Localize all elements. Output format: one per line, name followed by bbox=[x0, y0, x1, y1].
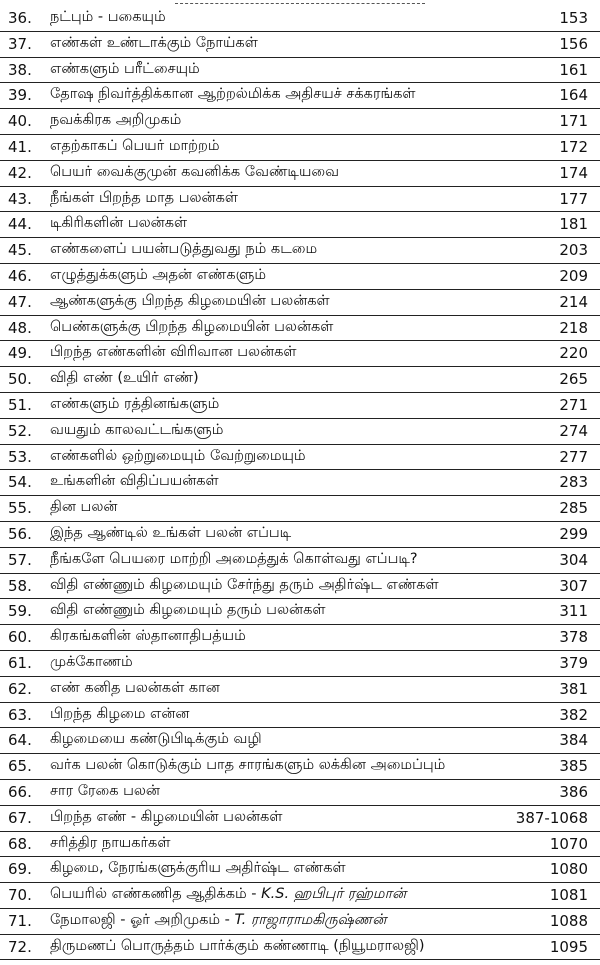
toc-title-text: எண்களும் ரத்தினங்களும் bbox=[50, 395, 220, 412]
toc-number: 45. bbox=[8, 241, 32, 260]
toc-page-number: 161 bbox=[559, 60, 588, 79]
toc-number: 62. bbox=[8, 679, 32, 698]
toc-row bbox=[0, 341, 600, 367]
toc-number: 63. bbox=[8, 705, 32, 724]
toc-number: 71. bbox=[8, 911, 32, 930]
toc-page-number: 177 bbox=[559, 189, 588, 208]
toc-title bbox=[50, 86, 490, 104]
toc-number: 37. bbox=[8, 34, 32, 53]
toc-page-number: 285 bbox=[559, 499, 588, 518]
toc-number: 57. bbox=[8, 550, 32, 569]
toc-page-number: 1088 bbox=[549, 911, 588, 930]
toc-number: 46. bbox=[8, 266, 32, 285]
toc-number: 72. bbox=[8, 937, 32, 956]
toc-title-text: தோஷ நிவர்த்திக்கான ஆற்றல்மிக்க அதிசயச் சக்கரங்கள் bbox=[50, 86, 416, 103]
toc-title-text: எண் கனித பலன்கள் கான bbox=[50, 679, 220, 696]
toc-title bbox=[50, 757, 490, 775]
toc-number: 51. bbox=[8, 395, 32, 414]
toc-row bbox=[0, 806, 600, 832]
toc-title bbox=[50, 319, 490, 337]
toc-row bbox=[0, 470, 600, 496]
toc-title-text: சரித்திர நாயகர்கள் bbox=[50, 834, 171, 851]
toc-page-number: 203 bbox=[559, 241, 588, 260]
toc-number: 47. bbox=[8, 292, 32, 311]
toc-title bbox=[50, 448, 490, 466]
toc-title-text: விதி எண்ணும் கிழமையும் தரும் பலன்கள் bbox=[50, 602, 326, 619]
toc-page-number: 164 bbox=[559, 86, 588, 105]
toc-page-number: 156 bbox=[559, 34, 588, 53]
toc-title-text: பெயர் வைக்குமுன் கவனிக்க வேண்டியவை bbox=[50, 163, 339, 180]
toc-row bbox=[0, 883, 600, 909]
toc-title-text: எழுத்துக்களும் அதன் எண்களும் bbox=[50, 266, 266, 283]
toc-title-text: நீங்கள் பிறந்த மாத பலன்கள் bbox=[50, 189, 238, 206]
toc-page-number: 283 bbox=[559, 473, 588, 492]
toc-number: 55. bbox=[8, 499, 32, 518]
toc-page-number: 307 bbox=[559, 576, 588, 595]
toc-page-number: 1081 bbox=[549, 886, 588, 905]
toc-page-number: 274 bbox=[559, 421, 588, 440]
toc-row bbox=[0, 780, 600, 806]
top-divider bbox=[175, 3, 425, 4]
toc-title-text: நட்பும் - பகையும் bbox=[50, 9, 166, 25]
toc-row bbox=[0, 625, 600, 651]
toc-title bbox=[50, 912, 490, 930]
toc-title-text: கிழமையை கண்டுபிடிக்கும் வழி bbox=[50, 731, 262, 748]
toc-title-text: எண்களைப் பயன்படுத்துவது நம் கடமை bbox=[50, 241, 318, 258]
toc-title-text: கிரகங்களின் ஸ்தானாதிபத்யம் bbox=[50, 628, 246, 645]
toc-number: 38. bbox=[8, 60, 32, 79]
toc-title-text: இந்த ஆண்டில் உங்கள் பலன் எப்படி bbox=[50, 524, 292, 541]
toc-title bbox=[50, 525, 490, 543]
toc-title-text: பிறந்த எண்களின் விரிவான பலன்கள் bbox=[50, 344, 297, 361]
toc-title-text: உங்களின் விதிப்பயன்கள் bbox=[50, 473, 219, 490]
toc-number: 65. bbox=[8, 757, 32, 776]
toc-number: 64. bbox=[8, 731, 32, 750]
toc-row bbox=[0, 109, 600, 135]
toc-row bbox=[0, 212, 600, 238]
toc-number: 68. bbox=[8, 834, 32, 853]
toc-row bbox=[0, 909, 600, 935]
toc-page-number: 153 bbox=[559, 9, 588, 27]
toc-row bbox=[0, 135, 600, 161]
toc-title-text: எண்களும் பரீட்சையும் bbox=[50, 60, 200, 77]
toc-number: 53. bbox=[8, 447, 32, 466]
toc-number: 61. bbox=[8, 653, 32, 672]
toc-title bbox=[50, 680, 490, 698]
toc-row bbox=[0, 419, 600, 445]
toc-row bbox=[0, 548, 600, 574]
toc-title-text: வர்க பலன் கொடுக்கும் பாத சாரங்களும் லக்கின அமைப்பும் bbox=[50, 757, 446, 774]
toc-title bbox=[50, 499, 490, 517]
toc-title bbox=[50, 473, 490, 491]
toc-title-text: எதற்காகப் பெயர் மாற்றம் bbox=[50, 137, 220, 154]
toc-page-number: 171 bbox=[559, 112, 588, 131]
toc-title bbox=[50, 783, 490, 801]
toc-row bbox=[0, 32, 600, 58]
toc-row bbox=[0, 496, 600, 522]
toc-title bbox=[50, 602, 490, 620]
toc-author: T. ராஜாராமகிருஷ்ணன் bbox=[234, 911, 387, 928]
toc-title-text: விதி எண்ணும் கிழமையும் சேர்ந்து தரும் அதிர்ஷ்ட எண்கள் bbox=[50, 576, 439, 593]
toc-page-number: 378 bbox=[559, 628, 588, 647]
toc-title-text: எண்கள் உண்டாக்கும் நோய்கள் bbox=[50, 34, 258, 51]
toc-number: 56. bbox=[8, 524, 32, 543]
toc-title bbox=[50, 422, 490, 440]
toc-title bbox=[50, 215, 490, 233]
toc-row bbox=[0, 264, 600, 290]
toc-title-text: கிழமை, நேரங்களுக்குரிய அதிர்ஷ்ட எண்கள் bbox=[50, 860, 346, 877]
toc-title bbox=[50, 190, 490, 208]
toc-page-number: 174 bbox=[559, 163, 588, 182]
toc-page-number: 304 bbox=[559, 550, 588, 569]
toc-title bbox=[50, 860, 490, 878]
toc-title bbox=[50, 706, 490, 724]
toc-title bbox=[50, 267, 490, 285]
toc-number: 67. bbox=[8, 808, 32, 827]
toc-title bbox=[50, 293, 490, 311]
toc-number: 52. bbox=[8, 421, 32, 440]
toc-number: 39. bbox=[8, 86, 32, 105]
toc-title bbox=[50, 809, 490, 827]
toc-page-number: 1095 bbox=[549, 937, 588, 956]
toc-page-number: 271 bbox=[559, 395, 588, 414]
toc-number: 36. bbox=[8, 9, 32, 27]
toc-title bbox=[50, 551, 490, 569]
toc-number: 58. bbox=[8, 576, 32, 595]
toc-title-text: விதி எண் (உயிர் எண்) bbox=[50, 370, 199, 387]
toc-number: 40. bbox=[8, 112, 32, 131]
toc-page-number: 218 bbox=[559, 318, 588, 337]
toc-row bbox=[0, 857, 600, 883]
toc-title bbox=[50, 9, 490, 27]
toc-number: 48. bbox=[8, 318, 32, 337]
toc-page-number: 1080 bbox=[549, 860, 588, 879]
toc-number: 69. bbox=[8, 860, 32, 879]
toc-row bbox=[0, 58, 600, 84]
toc-title bbox=[50, 396, 490, 414]
toc-number: 41. bbox=[8, 137, 32, 156]
toc-row bbox=[0, 703, 600, 729]
toc-author: K.S. ஹபிபுர் ரஹ்மான் bbox=[261, 886, 407, 903]
toc-page-number: 181 bbox=[559, 215, 588, 234]
toc-row bbox=[0, 599, 600, 625]
toc-title-text: ஆண்களுக்கு பிறந்த கிழமையின் பலன்கள் bbox=[50, 292, 330, 309]
toc-page-number: 385 bbox=[559, 757, 588, 776]
toc-page-number: 172 bbox=[559, 137, 588, 156]
toc-page-number: 384 bbox=[559, 731, 588, 750]
toc-title bbox=[50, 370, 490, 388]
toc-title bbox=[50, 628, 490, 646]
toc-title-text: பிறந்த கிழமை என்ன bbox=[50, 705, 190, 722]
toc-title bbox=[50, 938, 490, 956]
toc-number: 66. bbox=[8, 782, 32, 801]
toc-title-text: நேமாலஜி - ஓர் அறிமுகம் - bbox=[50, 911, 230, 928]
toc-row bbox=[0, 238, 600, 264]
toc-row bbox=[0, 522, 600, 548]
toc-row bbox=[0, 6, 600, 32]
toc-title bbox=[50, 577, 490, 595]
toc-row bbox=[0, 574, 600, 600]
toc-page-number: 381 bbox=[559, 679, 588, 698]
toc-title-text: பெண்களுக்கு பிறந்த கிழமையின் பலன்கள் bbox=[50, 318, 334, 335]
toc-title-text: தின பலன் bbox=[50, 499, 118, 516]
toc-row bbox=[0, 367, 600, 393]
toc-row bbox=[0, 161, 600, 187]
toc-row bbox=[0, 728, 600, 754]
toc-number: 59. bbox=[8, 602, 32, 621]
toc-title bbox=[50, 61, 490, 79]
toc-page-number: 299 bbox=[559, 524, 588, 543]
toc-title bbox=[50, 241, 490, 259]
toc-number: 44. bbox=[8, 215, 32, 234]
toc-title bbox=[50, 138, 490, 156]
toc-title bbox=[50, 112, 490, 130]
toc-number: 49. bbox=[8, 344, 32, 363]
toc-row bbox=[0, 290, 600, 316]
toc-page-number: 209 bbox=[559, 266, 588, 285]
toc-number: 42. bbox=[8, 163, 32, 182]
toc-page-number: 379 bbox=[559, 653, 588, 672]
toc-title bbox=[50, 344, 490, 362]
toc-page-number: 265 bbox=[559, 370, 588, 389]
toc-number: 43. bbox=[8, 189, 32, 208]
toc-number: 54. bbox=[8, 473, 32, 492]
toc-title-text: முக்கோணம் bbox=[50, 653, 133, 670]
toc-title-text: பிறந்த எண் - கிழமையின் பலன்கள் bbox=[50, 808, 283, 825]
toc-page-number: 386 bbox=[559, 782, 588, 801]
toc-title bbox=[50, 835, 490, 853]
toc-title bbox=[50, 164, 490, 182]
toc-page-number: 277 bbox=[559, 447, 588, 466]
toc-number: 70. bbox=[8, 886, 32, 905]
toc-page-number: 311 bbox=[559, 602, 588, 621]
toc-number: 60. bbox=[8, 628, 32, 647]
toc-title-text: வயதும் காலவட்டங்களும் bbox=[50, 421, 224, 438]
toc-number: 50. bbox=[8, 370, 32, 389]
toc-page-number: 220 bbox=[559, 344, 588, 363]
toc-title-text: பெயரில் எண்கணித ஆதிக்கம் - bbox=[50, 886, 257, 903]
toc-page-number: 387-1068 bbox=[515, 808, 588, 827]
toc-row bbox=[0, 754, 600, 780]
toc-title-text: சார ரேகை பலன் bbox=[50, 782, 160, 799]
toc-page-number: 214 bbox=[559, 292, 588, 311]
toc-row bbox=[0, 83, 600, 109]
toc-title-text: நீங்களே பெயரை மாற்றி அமைத்துக் கொள்வது எப்படி? bbox=[50, 550, 418, 567]
toc-row bbox=[0, 187, 600, 213]
toc-page-number: 1070 bbox=[549, 834, 588, 853]
toc-title bbox=[50, 886, 490, 904]
toc-title bbox=[50, 35, 490, 53]
toc-title bbox=[50, 731, 490, 749]
toc-row bbox=[0, 445, 600, 471]
toc-title-text: டிகிரிகளின் பலன்கள் bbox=[50, 215, 188, 232]
toc-page-number: 382 bbox=[559, 705, 588, 724]
toc-row bbox=[0, 651, 600, 677]
toc-row bbox=[0, 832, 600, 858]
table-of-contents bbox=[0, 6, 600, 960]
toc-title-text: திருமணப் பொருத்தம் பார்க்கும் கண்ணாடி (நியூமராலஜி) bbox=[50, 937, 425, 954]
toc-title-text: நவக்கிரக அறிமுகம் bbox=[50, 112, 182, 129]
toc-row bbox=[0, 393, 600, 419]
toc-row bbox=[0, 316, 600, 342]
toc-row bbox=[0, 677, 600, 703]
toc-row bbox=[0, 935, 600, 961]
toc-title bbox=[50, 654, 490, 672]
toc-title-text: எண்களில் ஒற்றுமையும் வேற்றுமையும் bbox=[50, 447, 306, 464]
